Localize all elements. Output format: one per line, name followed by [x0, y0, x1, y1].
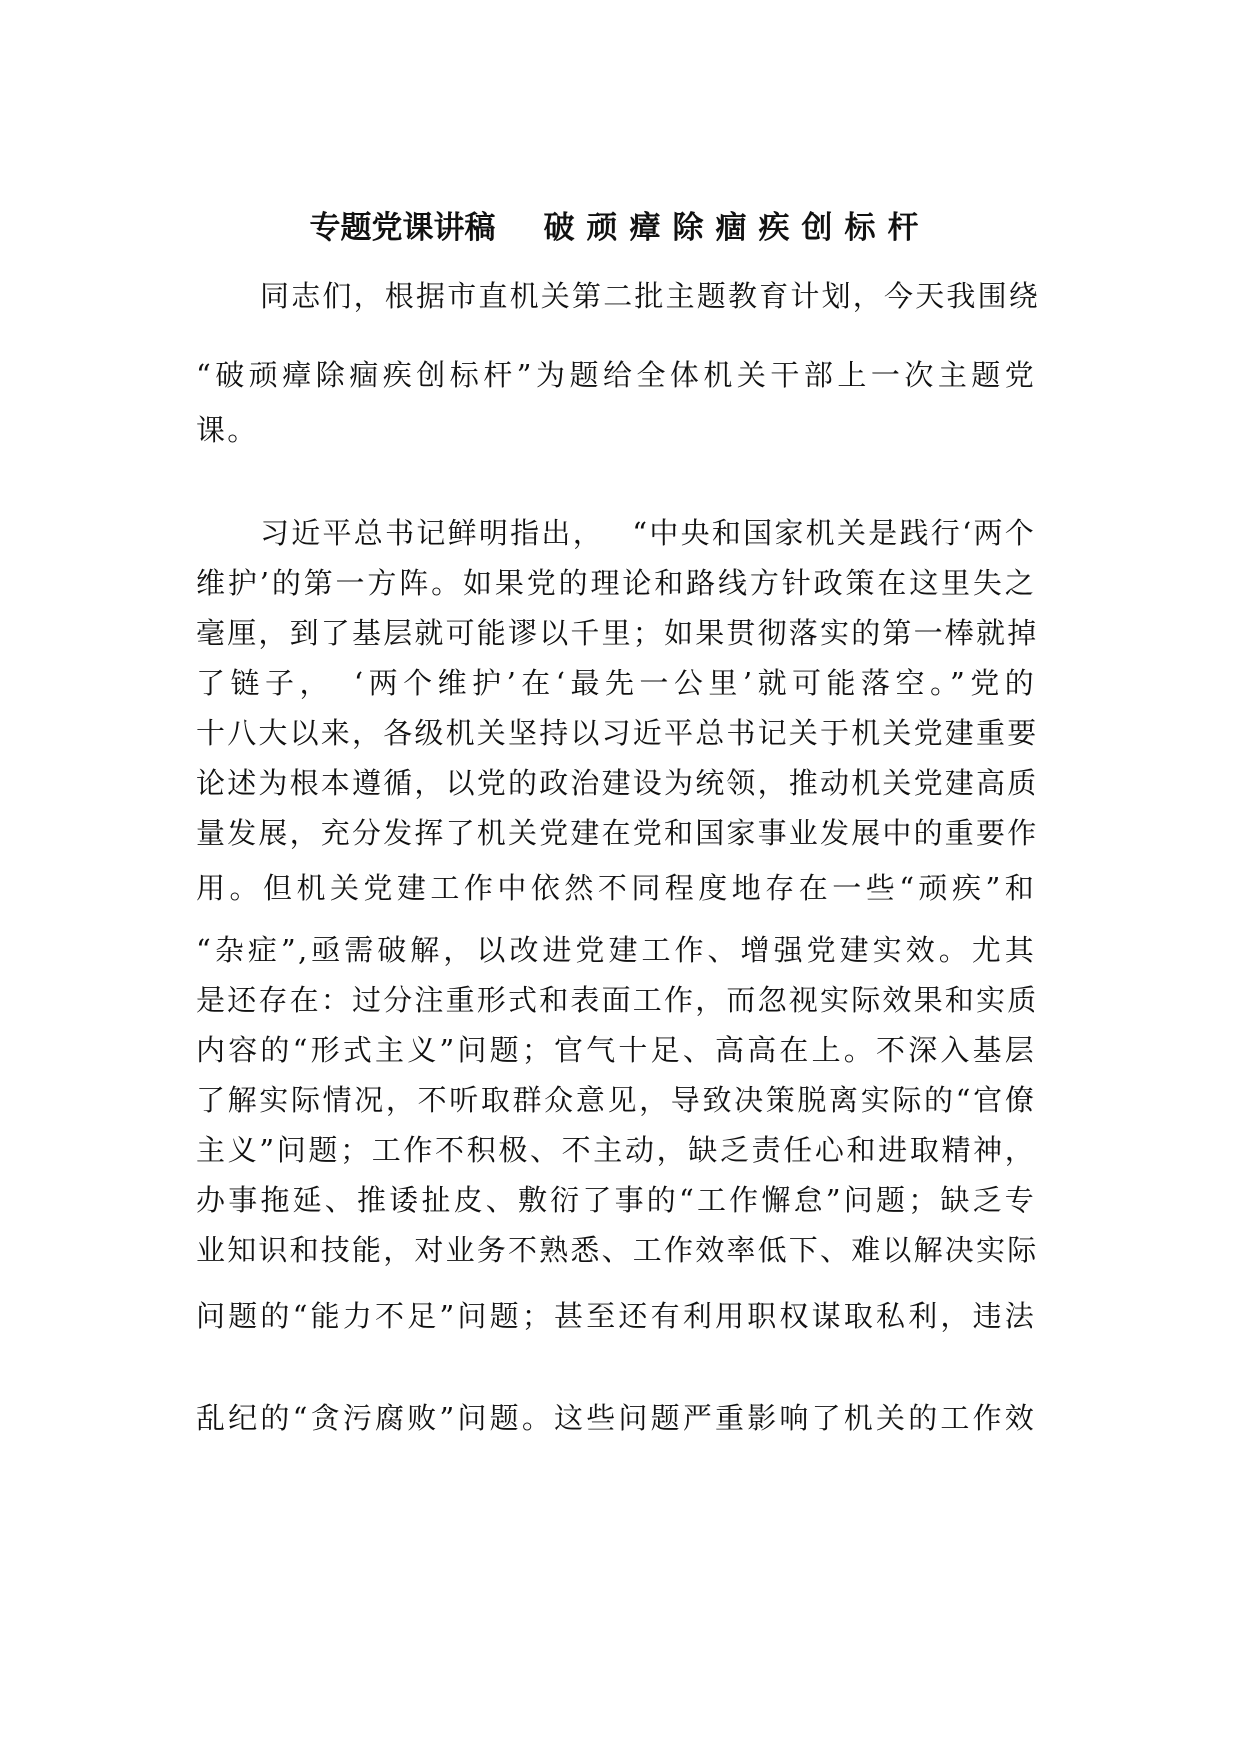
paragraph-line: 量发展，充分发挥了机关党建在党和国家事业发展中的重要作	[196, 816, 1039, 850]
paragraph-line: 办事拖延、推诿扯皮、敷衍了事的“工作懈怠”问题；缺乏专	[196, 1183, 1036, 1217]
paragraph-line: 同志们，根据市直机关第二批主题教育计划，今天我围绕	[260, 279, 1041, 313]
paragraph-line: 是还存在：过分注重形式和表面工作，而忽视实际效果和实质	[196, 983, 1039, 1017]
paragraph-line: 了解实际情况，不听取群众意见，导致决策脱离实际的“官僚	[196, 1083, 1036, 1117]
paragraph-line: 业知识和技能，对业务不熟悉、工作效率低下、难以解决实际	[196, 1233, 1039, 1267]
paragraph-line: “杂症”,亟需破解，以改进党建工作、增强党建实效。尤其	[196, 933, 1036, 967]
paragraph-line: 用。但机关党建工作中依然不同程度地存在一些“顽疾”和	[196, 871, 1036, 905]
paragraph-line: 维护’的第一方阵。如果党的理论和路线方针政策在这里失之	[196, 566, 1036, 600]
paragraph-line: 主义”问题；工作不积极、不主动，缺乏责任心和进取精神，	[196, 1133, 1036, 1167]
paragraph-line: 论述为根本遵循，以党的政治建设为统领，推动机关党建高质	[196, 766, 1039, 800]
paragraph-line: 毫厘，到了基层就可能谬以千里；如果贯彻落实的第一棒就掉	[196, 616, 1039, 650]
document-title	[0, 206, 1240, 250]
paragraph-line: 问题的“能力不足”问题；甚至还有利用职权谋取私利，违法	[196, 1299, 1036, 1333]
paragraph-line: 乱纪的“贪污腐败”问题。这些问题严重影响了机关的工作效	[196, 1401, 1036, 1435]
title-sub: 破顽瘴除痼疾创标杆	[543, 210, 931, 246]
paragraph-line: 内容的“形式主义”问题；官气十足、高高在上。不深入基层	[196, 1033, 1036, 1067]
title-main: 专题党课讲稿	[309, 210, 496, 246]
paragraph-line: 十八大以来，各级机关坚持以习近平总书记关于机关党建重要	[196, 716, 1039, 750]
paragraph-line: 了链子， ‘两个维护’在‘最先一公里’就可能落空。”党的	[196, 666, 1036, 700]
paragraph-line: “破顽瘴除痼疾创标杆”为题给全体机关干部上一次主题党	[196, 358, 1036, 392]
paragraph-line: 习近平总书记鲜明指出， “中央和国家机关是践行‘两个	[260, 516, 1036, 550]
paragraph-line: 课。	[196, 413, 259, 447]
